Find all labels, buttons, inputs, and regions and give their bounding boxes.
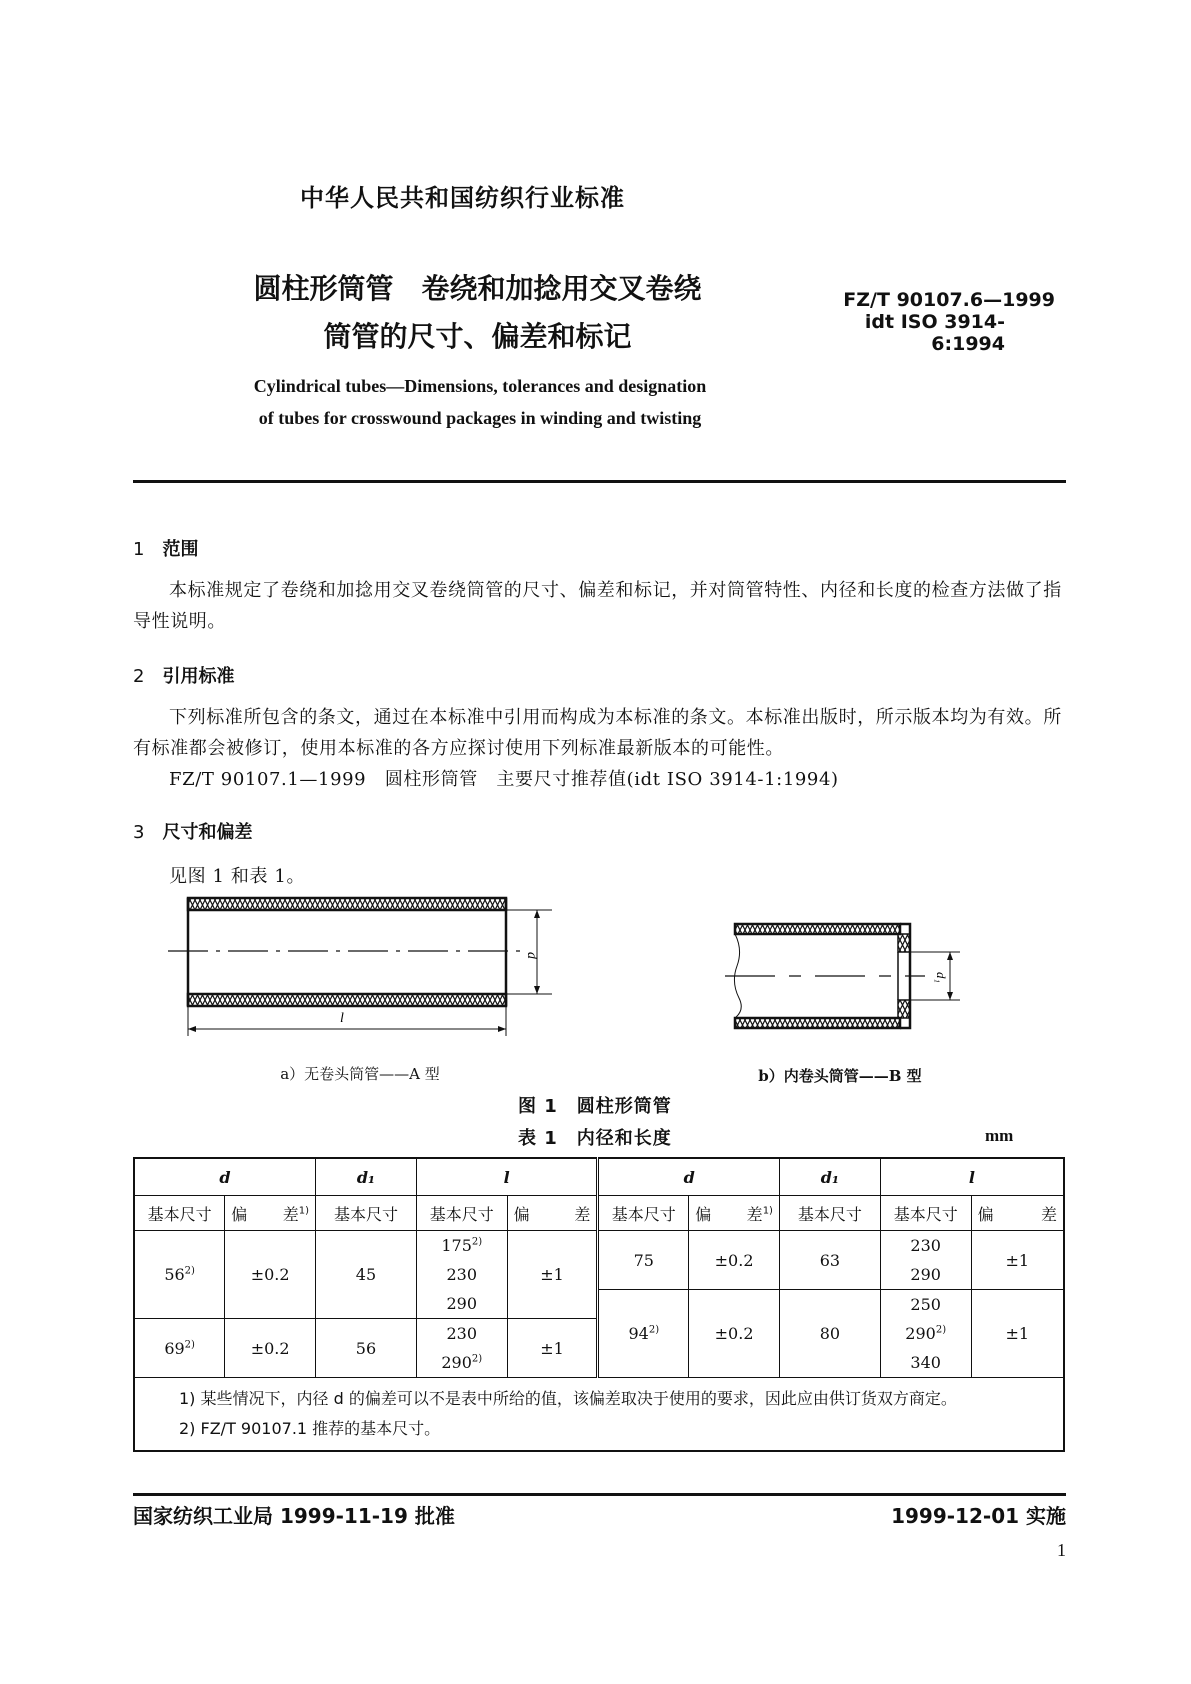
header-basic-size: 基本尺寸 (880, 1196, 971, 1231)
header-d-right: d (598, 1158, 780, 1196)
table-title: 表 1 内径和长度 (518, 1128, 672, 1149)
cell-d1: 56 (316, 1319, 417, 1378)
cell-d1: 63 (779, 1231, 880, 1290)
cell-l-tolerance: ±1 (971, 1231, 1064, 1290)
dimensions-table (133, 1157, 1065, 1452)
title-en-line1: Cylindrical tubes—Dimensions, tolerances and designation (253, 376, 707, 396)
figure-b-caption: b）内卷头筒管——B 型 (758, 1067, 922, 1085)
section-1-paragraph: 本标准规定了卷绕和加捻用交叉卷绕筒管的尺寸、偏差和标记，并对筒管特性、内径和长度的检查方法做了指导性说明。 (133, 580, 1062, 632)
standard-code-block (815, 289, 1055, 355)
idt-code: idt ISO 3914-6:1994 (864, 311, 1005, 355)
tube-a-drawing (160, 890, 560, 1040)
cell-d-tolerance: ±0.2 (225, 1231, 316, 1319)
cell-l-values: 175$^{2)}$ 230 290 (416, 1231, 507, 1319)
cell-l-tolerance: ±1 (507, 1231, 598, 1319)
title-en-line2: of tubes for crosswound packages in winding and twisting (258, 408, 702, 428)
header-basic-size: 基本尺寸 (416, 1196, 507, 1231)
title-cn-line2: 筒管的尺寸、偏差和标记 (323, 320, 632, 353)
header-basic-size: 基本尺寸 (779, 1196, 880, 1231)
standard-organization: 中华人民共和国纺织行业标准 (300, 184, 625, 212)
cell-d: 69$^{2)}$ (134, 1319, 225, 1378)
title-cn-line1: 圆柱形筒管 卷绕和加捻用交叉卷绕 (253, 272, 702, 305)
tube-b-drawing (725, 920, 965, 1030)
figure-a-caption: a）无卷头筒管——A 型 (280, 1065, 440, 1083)
header-d1-left: d₁ (316, 1158, 417, 1196)
section-2-paragraph: 下列标准所包含的条文，通过在本标准中引用而构成为本标准的条文。本标准出版时，所示版本均为有效。所有标准都会被修订，使用本标准的各方应探讨使用下列标准最新版本的可能性。 (133, 707, 1062, 759)
cell-d1: 80 (779, 1290, 880, 1378)
cell-d-tolerance: ±0.2 (225, 1319, 316, 1378)
header-d-left: d (134, 1158, 316, 1196)
document-title-en (200, 370, 760, 434)
figure-title: 图 1 圆柱形筒管 (518, 1096, 672, 1117)
table-note-1: 1) 某些情况下，内径 d 的偏差可以不是表中所给的值，该偏差取决于使用的要求，因此应由供订货双方商定。 (179, 1389, 957, 1408)
svg-text:d: d (524, 952, 539, 959)
cell-d1: 45 (316, 1231, 417, 1319)
header-d1-right: d₁ (779, 1158, 880, 1196)
table-unit: mm (985, 1126, 1014, 1145)
cell-d-tolerance: ±0.2 (689, 1290, 780, 1378)
cell-d: 75 (598, 1231, 689, 1290)
approval-date: 国家纺织工业局 1999-11-19 批准 (133, 1504, 455, 1528)
svg-text:l: l (340, 1011, 344, 1026)
page-number: 1 (1057, 1540, 1066, 1560)
cell-d: 56$^{2)}$ (134, 1231, 225, 1319)
footer-divider (133, 1493, 1066, 1496)
cell-l-values: 230 290 (880, 1231, 971, 1290)
implementation-date: 1999-12-01 实施 (891, 1504, 1066, 1528)
header-tolerance: 偏 差 (971, 1196, 1064, 1231)
header-l-right: l (880, 1158, 1064, 1196)
normative-reference: FZ/T 90107.1—1999 圆柱形筒管 主要尺寸推荐值(idt ISO 3914-1:1994) (169, 769, 839, 790)
cell-l-tolerance: ±1 (971, 1290, 1064, 1378)
header-basic-size: 基本尺寸 (316, 1196, 417, 1231)
section-2-heading: 2 引用标准 (133, 666, 235, 687)
section-3-heading: 3 尺寸和偏差 (133, 822, 253, 843)
header-l-left: l (416, 1158, 598, 1196)
table-notes-row (134, 1378, 1064, 1452)
table-group-header-row (134, 1158, 1064, 1196)
header-tolerance: 偏 差 (507, 1196, 598, 1231)
header-tolerance: 偏 差$^{1)}$ (689, 1196, 780, 1231)
document-title-cn (200, 265, 755, 361)
cell-l-values: 250 290$^{2)}$ 340 (880, 1290, 971, 1378)
header-divider (133, 480, 1066, 483)
header-basic-size: 基本尺寸 (134, 1196, 225, 1231)
header-tolerance: 偏 差$^{1)}$ (225, 1196, 316, 1231)
cell-l-values: 230 290$^{2)}$ (416, 1319, 507, 1378)
section-1-heading: 1 范围 (133, 539, 199, 560)
svg-text:d₁: d₁ (934, 972, 949, 984)
cell-l-tolerance: ±1 (507, 1319, 598, 1378)
figure-b-type-b-tube (725, 920, 965, 1030)
header-basic-size: 基本尺寸 (598, 1196, 689, 1231)
section-3-paragraph: 见图 1 和表 1。 (169, 866, 306, 887)
table-note-2: 2) FZ/T 90107.1 推荐的基本尺寸。 (179, 1419, 441, 1438)
table-sub-header-row (134, 1196, 1064, 1231)
cell-d: 94$^{2)}$ (598, 1290, 689, 1378)
figure-a-type-a-tube (160, 890, 560, 1040)
cell-d-tolerance: ±0.2 (689, 1231, 780, 1290)
standard-code: FZ/T 90107.6—1999 (843, 289, 1055, 311)
